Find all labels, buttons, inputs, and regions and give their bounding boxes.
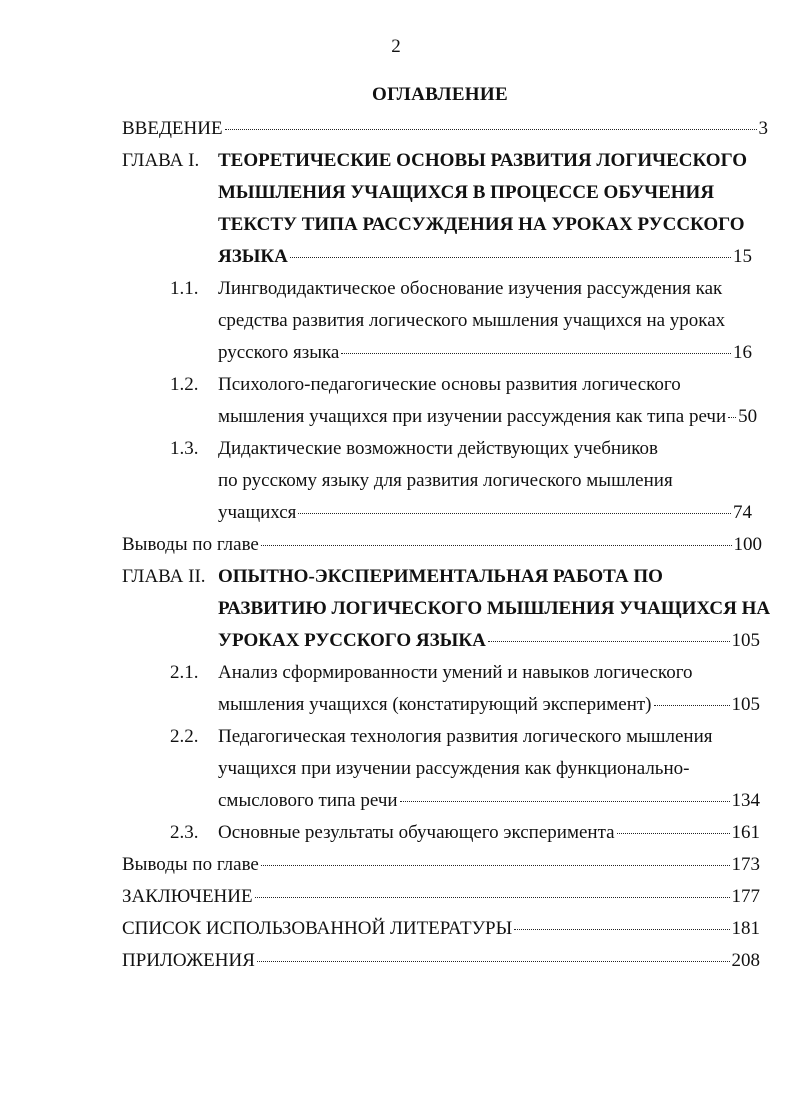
section-1-1-line-2: средства развития логического мышления учащихся на уроках bbox=[218, 310, 726, 331]
section-1-3-line-1: Дидактические возможности действующих учебников bbox=[218, 438, 659, 459]
dot-leader bbox=[261, 865, 730, 866]
entry-page: 173 bbox=[731, 854, 760, 875]
toc-entry-section-2-1[interactable] bbox=[218, 690, 760, 720]
chapter2-label: ГЛАВА II. bbox=[122, 566, 206, 587]
chapter1-title-line-1: ТЕОРЕТИЧЕСКИЕ ОСНОВЫ РАЗВИТИЯ ЛОГИЧЕСКОГО bbox=[218, 150, 747, 171]
page-number: 2 bbox=[391, 36, 401, 57]
entry-page: 50 bbox=[738, 406, 758, 427]
toc-entry-bibliography[interactable] bbox=[122, 914, 760, 944]
entry-label: Основные результаты обучающего эксперимента bbox=[218, 822, 615, 843]
entry-label: Выводы по главе bbox=[122, 534, 259, 555]
toc-entry-chapter1[interactable] bbox=[218, 242, 752, 272]
entry-label: ВВЕДЕНИЕ bbox=[122, 118, 223, 139]
section-2-1-line-1: Анализ сформированности умений и навыков логического bbox=[218, 662, 693, 683]
section-1-2-number: 1.2. bbox=[170, 374, 199, 395]
entry-page: 105 bbox=[731, 694, 760, 715]
entry-page: 105 bbox=[731, 630, 760, 651]
dot-leader bbox=[298, 513, 731, 514]
entry-page: 208 bbox=[731, 950, 760, 971]
dot-leader bbox=[225, 129, 757, 130]
toc-entry-section-1-1[interactable] bbox=[218, 338, 752, 368]
entry-label: мышления учащихся (констатирующий эксперимент) bbox=[218, 694, 652, 715]
dot-leader bbox=[341, 353, 731, 354]
section-2-2-line-2: учащихся при изучении рассуждения как функционально- bbox=[218, 758, 690, 779]
dot-leader bbox=[514, 929, 729, 930]
section-2-1-number: 2.1. bbox=[170, 662, 199, 683]
toc-entry-section-2-3[interactable] bbox=[218, 818, 760, 848]
entry-page: 134 bbox=[731, 790, 760, 811]
entry-page: 177 bbox=[731, 886, 760, 907]
section-1-2-line-1: Психолого-педагогические основы развития логического bbox=[218, 374, 681, 395]
toc-entry-section-2-2[interactable] bbox=[218, 786, 760, 816]
dot-leader bbox=[654, 705, 730, 706]
dot-leader bbox=[255, 897, 730, 898]
section-2-2-line-1: Педагогическая технология развития логического мышления bbox=[218, 726, 713, 747]
section-1-3-number: 1.3. bbox=[170, 438, 199, 459]
dot-leader bbox=[400, 801, 730, 802]
dot-leader bbox=[617, 833, 730, 834]
section-1-3-line-2: по русскому языку для развития логического мышления bbox=[218, 470, 673, 491]
section-2-2-number: 2.2. bbox=[170, 726, 199, 747]
toc-entry-introduction[interactable] bbox=[122, 114, 768, 144]
entry-label: СПИСОК ИСПОЛЬЗОВАННОЙ ЛИТЕРАТУРЫ bbox=[122, 918, 513, 939]
entry-page: 3 bbox=[758, 118, 768, 139]
toc-entry-appendices[interactable] bbox=[122, 946, 760, 976]
dot-leader bbox=[290, 257, 731, 258]
toc-entry-chapter1-conclusions[interactable] bbox=[122, 530, 762, 560]
section-2-3-number: 2.3. bbox=[170, 822, 199, 843]
toc-entry-section-1-3[interactable] bbox=[218, 498, 752, 528]
entry-label: смыслового типа речи bbox=[218, 790, 398, 811]
dot-leader bbox=[488, 641, 730, 642]
chapter1-title-line-2: МЫШЛЕНИЯ УЧАЩИХСЯ В ПРОЦЕССЕ ОБУЧЕНИЯ bbox=[218, 182, 715, 203]
entry-label: мышления учащихся при изучении рассуждения как типа речи bbox=[218, 406, 727, 427]
entry-label: русского языка bbox=[218, 342, 340, 363]
entry-label: ЗАКЛЮЧЕНИЕ bbox=[122, 886, 253, 907]
dot-leader bbox=[261, 545, 732, 546]
toc-title: ОГЛАВЛЕНИЕ bbox=[372, 84, 508, 105]
entry-label: ПРИЛОЖЕНИЯ bbox=[122, 950, 255, 971]
chapter2-title-line-2: РАЗВИТИЮ ЛОГИЧЕСКОГО МЫШЛЕНИЯ УЧАЩИХСЯ НА bbox=[218, 598, 771, 619]
entry-label: Выводы по главе bbox=[122, 854, 259, 875]
entry-page: 15 bbox=[733, 246, 752, 267]
entry-page: 100 bbox=[733, 534, 762, 555]
entry-label: ЯЗЫКА bbox=[218, 246, 288, 267]
chapter1-title-line-3: ТЕКСТУ ТИПА РАССУЖДЕНИЯ НА УРОКАХ РУССКОГО bbox=[218, 214, 745, 235]
chapter1-label: ГЛАВА I. bbox=[122, 150, 200, 171]
toc-entry-conclusion[interactable] bbox=[122, 882, 760, 912]
entry-label: УРОКАХ РУССКОГО ЯЗЫКА bbox=[218, 630, 486, 651]
toc-entry-chapter2-conclusions[interactable] bbox=[122, 850, 760, 880]
entry-page: 16 bbox=[733, 342, 752, 363]
toc-entry-section-1-2[interactable] bbox=[218, 402, 758, 432]
entry-page: 161 bbox=[731, 822, 760, 843]
section-1-1-line-1: Лингводидактическое обоснование изучения рассуждения как bbox=[218, 278, 723, 299]
entry-page: 74 bbox=[733, 502, 752, 523]
toc-entry-chapter2[interactable] bbox=[218, 626, 760, 656]
chapter2-title-line-1: ОПЫТНО-ЭКСПЕРИМЕНТАЛЬНАЯ РАБОТА ПО bbox=[218, 566, 663, 587]
section-1-1-number: 1.1. bbox=[170, 278, 199, 299]
entry-label: учащихся bbox=[218, 502, 297, 523]
entry-page: 181 bbox=[731, 918, 760, 939]
dot-leader bbox=[257, 961, 730, 962]
dot-leader bbox=[728, 417, 736, 418]
